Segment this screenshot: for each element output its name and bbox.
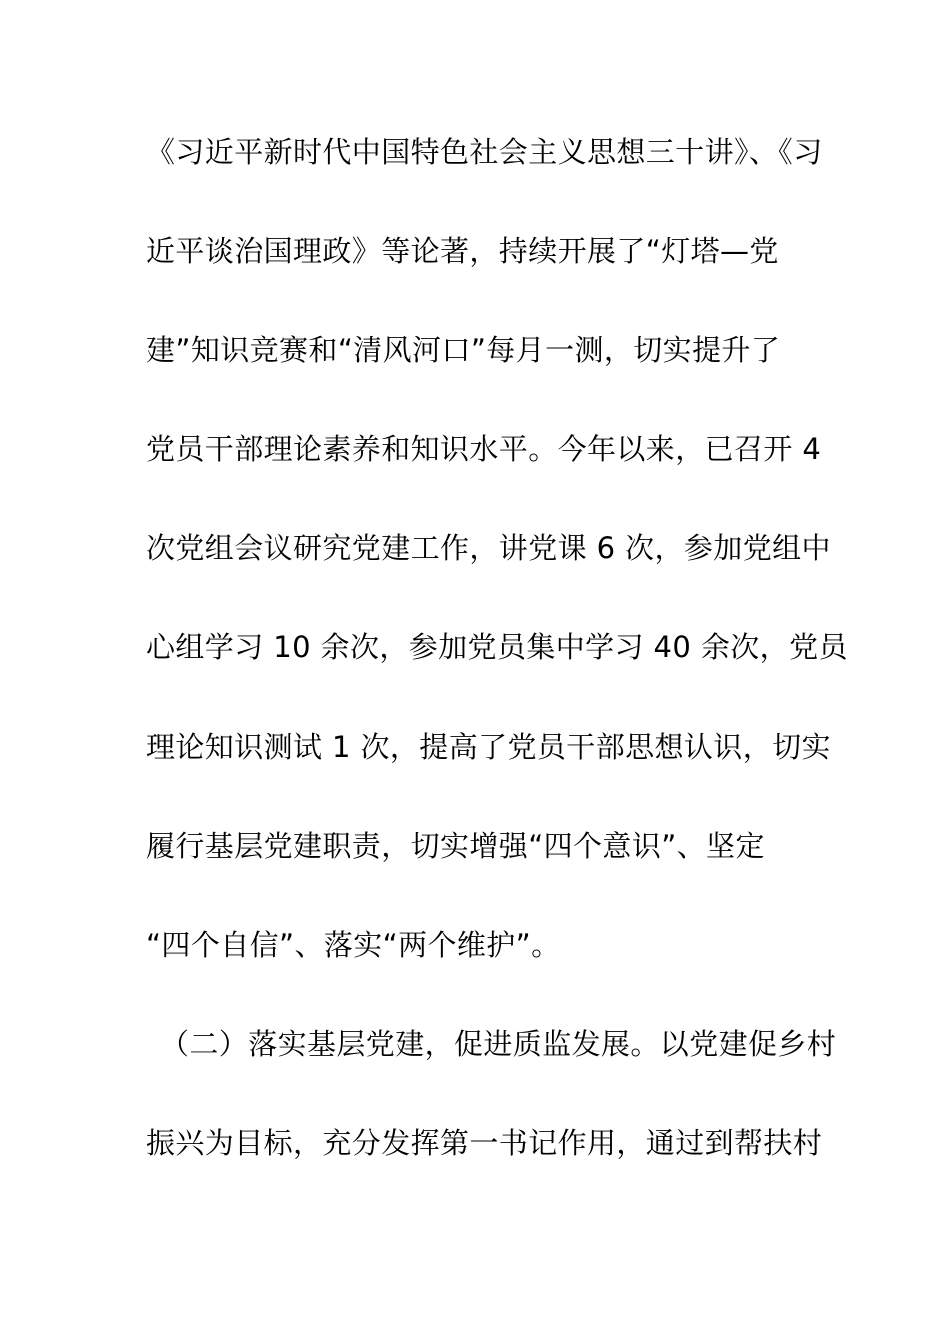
paragraph-line-1: 《习近平新时代中国特色社会主义思想三十讲》、《习	[146, 135, 823, 169]
paragraph-line-2: 近平谈治国理政》等论著，持续开展了“灯塔—党	[146, 234, 779, 268]
paragraph-line-9: “四个自信”、落实“两个维护”。	[146, 928, 561, 962]
paragraph-line-11: 振兴为目标，充分发挥第一书记作用，通过到帮扶村	[146, 1126, 823, 1160]
paragraph-line-8: 履行基层党建职责，切实增强“四个意识”、坚定	[146, 829, 765, 863]
paragraph-line-6: 心组学习 10 余次，参加党员集中学习 40 余次，党员	[146, 630, 848, 664]
paragraph-line-7: 理论知识测试 1 次，提高了党员干部思想认识，切实	[146, 730, 831, 764]
paragraph-line-3: 建”知识竞赛和“清风河口”每月一测，切实提升了	[146, 333, 781, 367]
paragraph-line-5: 次党组会议研究党建工作，讲党课 6 次，参加党组中	[146, 531, 831, 565]
paragraph-line-4: 党员干部理论素养和知识水平。今年以来，已召开 4	[146, 432, 822, 466]
section-heading-line: （二）落实基层党建，促进质监发展。以党建促乡村	[160, 1027, 837, 1061]
